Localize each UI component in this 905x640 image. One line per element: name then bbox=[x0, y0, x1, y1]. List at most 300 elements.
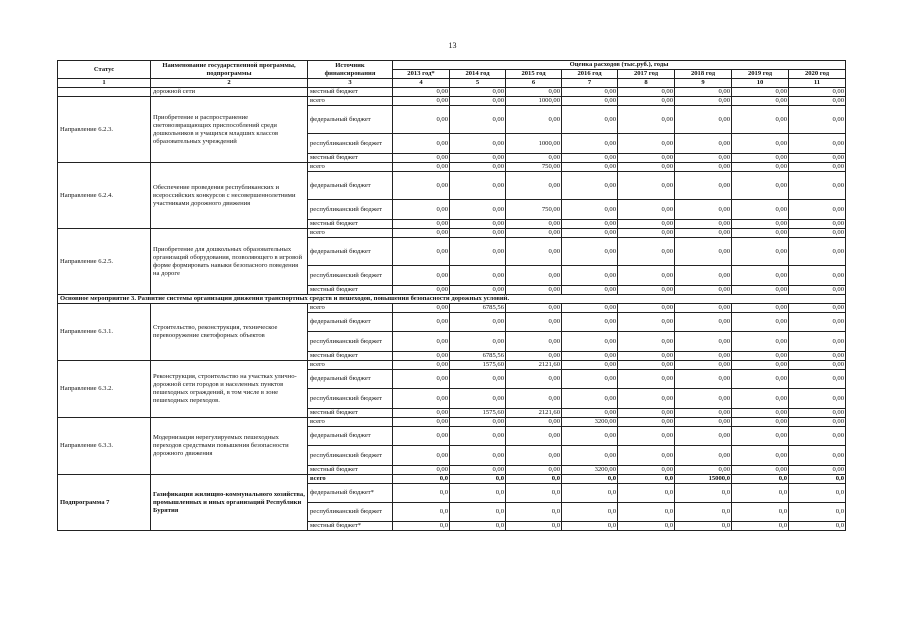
value-cell: 0,00 bbox=[562, 172, 618, 200]
value-cell: 0,00 bbox=[789, 88, 846, 97]
value-cell: 0,00 bbox=[618, 97, 675, 106]
name-cell: Строительство, реконструкция, техническое перевооружение светофорных объектов bbox=[151, 304, 308, 361]
value-cell: 0,00 bbox=[675, 154, 732, 163]
value-cell: 0,00 bbox=[732, 97, 789, 106]
value-cell: 0,00 bbox=[450, 220, 506, 229]
value-cell: 0,00 bbox=[732, 286, 789, 295]
value-cell: 0,00 bbox=[789, 220, 846, 229]
value-cell: 0,00 bbox=[450, 163, 506, 172]
source-cell: федеральный бюджет bbox=[308, 370, 393, 389]
value-cell: 0,00 bbox=[393, 88, 450, 97]
table-header bbox=[58, 61, 846, 88]
value-cell: 0,00 bbox=[675, 266, 732, 286]
value-cell: 0,00 bbox=[393, 106, 450, 134]
value-cell: 0,00 bbox=[732, 88, 789, 97]
value-cell: 0,00 bbox=[675, 286, 732, 295]
value-cell: 0,00 bbox=[675, 238, 732, 266]
value-cell: 0,00 bbox=[618, 427, 675, 446]
value-cell: 0,00 bbox=[675, 220, 732, 229]
value-cell: 0,00 bbox=[506, 446, 562, 466]
value-cell: 6785,56 bbox=[450, 352, 506, 361]
source-cell: местный бюджет* bbox=[308, 522, 393, 531]
value-cell: 0,00 bbox=[789, 446, 846, 466]
value-cell: 0,00 bbox=[732, 163, 789, 172]
source-cell: республиканский бюджет bbox=[308, 200, 393, 220]
header-name: Наименование государственной программы, подпрограммы bbox=[151, 61, 308, 79]
header-year: 2014 год bbox=[450, 70, 506, 79]
value-cell: 0,00 bbox=[618, 418, 675, 427]
status-cell: Направление 6.3.1. bbox=[58, 304, 151, 361]
value-cell: 0,00 bbox=[732, 134, 789, 154]
value-cell: 0,0 bbox=[506, 503, 562, 522]
value-cell: 0,00 bbox=[732, 266, 789, 286]
source-cell: республиканский бюджет bbox=[308, 503, 393, 522]
value-cell: 750,00 bbox=[506, 200, 562, 220]
source-cell: федеральный бюджет bbox=[308, 106, 393, 134]
value-cell: 0,00 bbox=[562, 106, 618, 134]
value-cell: 0,00 bbox=[618, 154, 675, 163]
value-cell: 0,00 bbox=[789, 134, 846, 154]
value-cell: 0,00 bbox=[618, 389, 675, 409]
value-cell: 0,00 bbox=[562, 134, 618, 154]
source-cell: республиканский бюджет bbox=[308, 134, 393, 154]
value-cell: 0,00 bbox=[675, 427, 732, 446]
status-cell: Направление 6.3.2. bbox=[58, 361, 151, 418]
value-cell: 0,0 bbox=[506, 475, 562, 484]
value-cell: 0,00 bbox=[789, 163, 846, 172]
value-cell: 0,00 bbox=[675, 313, 732, 332]
value-cell: 0,00 bbox=[675, 106, 732, 134]
source-cell: местный бюджет bbox=[308, 154, 393, 163]
value-cell: 0,00 bbox=[562, 163, 618, 172]
source-cell: местный бюджет bbox=[308, 352, 393, 361]
value-cell: 0,00 bbox=[450, 229, 506, 238]
value-cell: 0,00 bbox=[562, 220, 618, 229]
value-cell: 0,00 bbox=[506, 389, 562, 409]
header-year: 2019 год bbox=[732, 70, 789, 79]
value-cell: 0,00 bbox=[675, 409, 732, 418]
table-row bbox=[58, 304, 846, 313]
value-cell: 0,00 bbox=[618, 332, 675, 352]
value-cell: 0,00 bbox=[732, 154, 789, 163]
value-cell: 0,00 bbox=[393, 332, 450, 352]
name-cell: Приобретение для дошкольных образовательных организаций оборудования, позволяющего в игровой форме формировать навыки безопасного поведения на дороге bbox=[151, 229, 308, 295]
header-column-index: 7 bbox=[562, 79, 618, 88]
source-cell: местный бюджет bbox=[308, 409, 393, 418]
table-row bbox=[58, 88, 846, 97]
source-cell: всего bbox=[308, 163, 393, 172]
value-cell: 0,0 bbox=[675, 484, 732, 503]
value-cell: 15000,0 bbox=[675, 475, 732, 484]
value-cell: 0,00 bbox=[506, 172, 562, 200]
value-cell: 0,0 bbox=[789, 475, 846, 484]
value-cell: 0,00 bbox=[506, 313, 562, 332]
value-cell: 0,00 bbox=[675, 88, 732, 97]
source-cell: федеральный бюджет bbox=[308, 427, 393, 446]
header-source: Источник финансирования bbox=[308, 61, 393, 79]
source-cell: местный бюджет bbox=[308, 88, 393, 97]
value-cell: 0,00 bbox=[732, 466, 789, 475]
header-year: 2017 год bbox=[618, 70, 675, 79]
value-cell: 0,00 bbox=[732, 370, 789, 389]
table-row bbox=[58, 229, 846, 238]
value-cell: 0,0 bbox=[506, 484, 562, 503]
value-cell: 0,00 bbox=[732, 200, 789, 220]
value-cell: 0,00 bbox=[732, 172, 789, 200]
header-column-index: 4 bbox=[393, 79, 450, 88]
value-cell: 0,0 bbox=[732, 503, 789, 522]
value-cell: 0,00 bbox=[562, 313, 618, 332]
value-cell: 0,0 bbox=[450, 522, 506, 531]
source-cell: федеральный бюджет bbox=[308, 172, 393, 200]
source-cell: всего bbox=[308, 418, 393, 427]
value-cell: 750,00 bbox=[506, 163, 562, 172]
value-cell: 0,00 bbox=[789, 370, 846, 389]
value-cell: 0,00 bbox=[789, 238, 846, 266]
value-cell: 0,0 bbox=[732, 484, 789, 503]
source-cell: всего bbox=[308, 304, 393, 313]
value-cell: 0,0 bbox=[562, 522, 618, 531]
value-cell: 0,00 bbox=[618, 88, 675, 97]
header-estimate: Оценка расходов (тыс.руб.), годы bbox=[393, 61, 846, 70]
value-cell: 0,0 bbox=[618, 475, 675, 484]
source-cell: республиканский бюджет bbox=[308, 389, 393, 409]
value-cell: 0,00 bbox=[732, 332, 789, 352]
value-cell: 0,00 bbox=[618, 352, 675, 361]
value-cell: 0,00 bbox=[618, 409, 675, 418]
value-cell: 0,0 bbox=[393, 522, 450, 531]
value-cell: 0,0 bbox=[450, 503, 506, 522]
value-cell: 0,00 bbox=[789, 304, 846, 313]
page-number: 13 bbox=[448, 41, 457, 50]
value-cell: 0,00 bbox=[506, 418, 562, 427]
value-cell: 0,00 bbox=[506, 370, 562, 389]
value-cell: 0,00 bbox=[618, 200, 675, 220]
value-cell: 0,00 bbox=[789, 466, 846, 475]
name-cell: дорожной сети bbox=[151, 88, 308, 97]
table-body bbox=[58, 88, 846, 531]
value-cell: 0,00 bbox=[450, 200, 506, 220]
header-column-index: 8 bbox=[618, 79, 675, 88]
status-cell bbox=[58, 88, 151, 97]
header-column-index: 3 bbox=[308, 79, 393, 88]
value-cell: 0,00 bbox=[789, 427, 846, 446]
value-cell: 0,00 bbox=[618, 446, 675, 466]
value-cell: 0,00 bbox=[450, 172, 506, 200]
value-cell: 0,00 bbox=[562, 154, 618, 163]
value-cell: 0,00 bbox=[393, 154, 450, 163]
source-cell: федеральный бюджет* bbox=[308, 484, 393, 503]
value-cell: 0,00 bbox=[789, 286, 846, 295]
value-cell: 0,00 bbox=[562, 238, 618, 266]
value-cell: 0,00 bbox=[675, 97, 732, 106]
value-cell: 0,00 bbox=[732, 389, 789, 409]
value-cell: 0,0 bbox=[732, 475, 789, 484]
header-year: 2016 год bbox=[562, 70, 618, 79]
value-cell: 0,00 bbox=[506, 106, 562, 134]
value-cell: 0,00 bbox=[618, 229, 675, 238]
value-cell: 0,00 bbox=[393, 361, 450, 370]
value-cell: 0,00 bbox=[675, 446, 732, 466]
value-cell: 0,00 bbox=[562, 286, 618, 295]
header-year: 2020 год bbox=[789, 70, 846, 79]
value-cell: 0,00 bbox=[675, 466, 732, 475]
value-cell: 0,0 bbox=[393, 503, 450, 522]
value-cell: 0,00 bbox=[450, 238, 506, 266]
value-cell: 0,00 bbox=[393, 304, 450, 313]
value-cell: 2121,60 bbox=[506, 409, 562, 418]
value-cell: 0,00 bbox=[506, 238, 562, 266]
value-cell: 0,00 bbox=[618, 220, 675, 229]
name-cell: Обеспечение проведения республиканских и всероссийских конкурсов с несовершеннолетними участниками дорожного движения bbox=[151, 163, 308, 229]
value-cell: 0,00 bbox=[732, 446, 789, 466]
value-cell: 0,00 bbox=[618, 106, 675, 134]
source-cell: республиканский бюджет bbox=[308, 266, 393, 286]
value-cell: 0,00 bbox=[393, 446, 450, 466]
value-cell: 0,00 bbox=[450, 466, 506, 475]
value-cell: 0,00 bbox=[562, 200, 618, 220]
value-cell: 0,00 bbox=[450, 332, 506, 352]
table-row bbox=[58, 361, 846, 370]
value-cell: 0,00 bbox=[732, 229, 789, 238]
source-cell: федеральный бюджет bbox=[308, 313, 393, 332]
value-cell: 2121,60 bbox=[506, 361, 562, 370]
value-cell: 0,00 bbox=[393, 97, 450, 106]
value-cell: 0,00 bbox=[393, 466, 450, 475]
header-column-index: 2 bbox=[151, 79, 308, 88]
value-cell: 0,0 bbox=[732, 522, 789, 531]
value-cell: 1575,60 bbox=[450, 361, 506, 370]
table-row bbox=[58, 97, 846, 106]
value-cell: 0,00 bbox=[506, 332, 562, 352]
value-cell: 0,00 bbox=[675, 352, 732, 361]
value-cell: 0,00 bbox=[675, 229, 732, 238]
value-cell: 0,00 bbox=[789, 172, 846, 200]
value-cell: 3200,00 bbox=[562, 418, 618, 427]
header-year: 2013 год* bbox=[393, 70, 450, 79]
value-cell: 0,00 bbox=[450, 370, 506, 389]
value-cell: 0,00 bbox=[732, 238, 789, 266]
value-cell: 0,00 bbox=[562, 409, 618, 418]
value-cell: 0,00 bbox=[618, 238, 675, 266]
header-column-index: 1 bbox=[58, 79, 151, 88]
value-cell: 0,00 bbox=[618, 134, 675, 154]
value-cell: 0,00 bbox=[789, 313, 846, 332]
header-column-index: 9 bbox=[675, 79, 732, 88]
value-cell: 0,00 bbox=[562, 352, 618, 361]
value-cell: 0,00 bbox=[562, 427, 618, 446]
source-cell: республиканский бюджет bbox=[308, 446, 393, 466]
value-cell: 0,0 bbox=[789, 484, 846, 503]
value-cell: 0,00 bbox=[789, 200, 846, 220]
name-cell: Приобретение и распространение световозвращающих приспособлений среди дошкольников и учащихся младших классов образовательных учреждений bbox=[151, 97, 308, 163]
value-cell: 0,00 bbox=[618, 361, 675, 370]
value-cell: 0,00 bbox=[450, 88, 506, 97]
value-cell: 0,00 bbox=[675, 370, 732, 389]
source-cell: местный бюджет bbox=[308, 286, 393, 295]
value-cell: 0,00 bbox=[562, 266, 618, 286]
value-cell: 0,00 bbox=[618, 304, 675, 313]
value-cell: 0,00 bbox=[732, 220, 789, 229]
value-cell: 0,00 bbox=[506, 304, 562, 313]
value-cell: 0,00 bbox=[732, 313, 789, 332]
value-cell: 0,00 bbox=[562, 361, 618, 370]
value-cell: 0,0 bbox=[675, 503, 732, 522]
value-cell: 0,0 bbox=[506, 522, 562, 531]
value-cell: 0,0 bbox=[675, 522, 732, 531]
value-cell: 0,0 bbox=[618, 503, 675, 522]
value-cell: 0,00 bbox=[393, 229, 450, 238]
value-cell: 0,00 bbox=[393, 163, 450, 172]
source-cell: местный бюджет bbox=[308, 220, 393, 229]
value-cell: 0,00 bbox=[506, 88, 562, 97]
value-cell: 0,00 bbox=[393, 352, 450, 361]
source-cell: всего bbox=[308, 361, 393, 370]
table-row bbox=[58, 163, 846, 172]
section-title: Основное мероприятие 3. Развитие системы организации движения транспортных средств и пешеходов, повышения безопасности дорожных условий. bbox=[58, 295, 846, 304]
value-cell: 0,00 bbox=[618, 163, 675, 172]
name-cell: Газификация жилищно-коммунального хозяйства, промышленных и иных организаций Республики Бурятия bbox=[151, 475, 308, 531]
value-cell: 0,00 bbox=[732, 361, 789, 370]
name-cell: Реконструкция, строительство на участках улично-дорожной сети городов и населенных пунктов пешеходных ограждений, в том числе в зоне пешеходных переходов. bbox=[151, 361, 308, 418]
value-cell: 0,00 bbox=[789, 409, 846, 418]
value-cell: 0,00 bbox=[562, 88, 618, 97]
value-cell: 0,0 bbox=[450, 475, 506, 484]
value-cell: 0,00 bbox=[393, 418, 450, 427]
value-cell: 0,00 bbox=[618, 466, 675, 475]
value-cell: 0,00 bbox=[450, 286, 506, 295]
value-cell: 0,00 bbox=[789, 361, 846, 370]
value-cell: 0,00 bbox=[506, 266, 562, 286]
source-cell: всего bbox=[308, 475, 393, 484]
value-cell: 0,00 bbox=[789, 389, 846, 409]
value-cell: 0,00 bbox=[393, 238, 450, 266]
value-cell: 0,00 bbox=[789, 154, 846, 163]
value-cell: 0,00 bbox=[675, 389, 732, 409]
source-cell: всего bbox=[308, 229, 393, 238]
table-row bbox=[58, 418, 846, 427]
header-column-index: 6 bbox=[506, 79, 562, 88]
value-cell: 0,0 bbox=[562, 484, 618, 503]
value-cell: 0,00 bbox=[618, 370, 675, 389]
value-cell: 0,00 bbox=[675, 172, 732, 200]
value-cell: 0,00 bbox=[562, 389, 618, 409]
value-cell: 0,00 bbox=[506, 220, 562, 229]
value-cell: 0,00 bbox=[789, 352, 846, 361]
value-cell: 0,00 bbox=[506, 352, 562, 361]
value-cell: 0,00 bbox=[450, 313, 506, 332]
value-cell: 0,00 bbox=[450, 154, 506, 163]
source-cell: всего bbox=[308, 97, 393, 106]
value-cell: 0,00 bbox=[732, 427, 789, 446]
value-cell: 0,00 bbox=[562, 370, 618, 389]
header-status: Статус bbox=[58, 61, 151, 79]
value-cell: 0,00 bbox=[506, 286, 562, 295]
value-cell: 0,00 bbox=[675, 361, 732, 370]
value-cell: 0,00 bbox=[562, 304, 618, 313]
value-cell: 0,00 bbox=[675, 163, 732, 172]
value-cell: 0,00 bbox=[393, 313, 450, 332]
value-cell: 0,00 bbox=[393, 134, 450, 154]
value-cell: 0,00 bbox=[450, 427, 506, 446]
value-cell: 0,00 bbox=[732, 106, 789, 134]
value-cell: 0,00 bbox=[393, 172, 450, 200]
value-cell: 0,0 bbox=[562, 503, 618, 522]
value-cell: 6785,56 bbox=[450, 304, 506, 313]
value-cell: 0,00 bbox=[675, 332, 732, 352]
value-cell: 0,00 bbox=[393, 286, 450, 295]
value-cell: 0,00 bbox=[675, 418, 732, 427]
value-cell: 0,0 bbox=[562, 475, 618, 484]
value-cell: 3200,00 bbox=[562, 466, 618, 475]
header-year: 2015 год bbox=[506, 70, 562, 79]
status-cell: Направление 6.2.3. bbox=[58, 97, 151, 163]
status-cell: Направление 6.3.3. bbox=[58, 418, 151, 475]
value-cell: 1000,00 bbox=[506, 134, 562, 154]
source-cell: местный бюджет bbox=[308, 466, 393, 475]
header-column-index: 10 bbox=[732, 79, 789, 88]
value-cell: 0,00 bbox=[393, 427, 450, 446]
value-cell: 0,0 bbox=[393, 484, 450, 503]
value-cell: 0,00 bbox=[675, 304, 732, 313]
value-cell: 0,00 bbox=[450, 266, 506, 286]
value-cell: 0,00 bbox=[393, 409, 450, 418]
value-cell: 0,00 bbox=[562, 446, 618, 466]
status-cell: Направление 6.2.4. bbox=[58, 163, 151, 229]
value-cell: 0,00 bbox=[675, 134, 732, 154]
value-cell: 1000,00 bbox=[506, 97, 562, 106]
value-cell: 0,00 bbox=[789, 418, 846, 427]
value-cell: 0,00 bbox=[450, 106, 506, 134]
name-cell: Модернизация нерегулируемых пешеходных переходов средствами повышения безопасности дорожного движения bbox=[151, 418, 308, 475]
budget-table bbox=[57, 60, 846, 531]
value-cell: 0,00 bbox=[789, 229, 846, 238]
status-cell: Подпрограмма 7 bbox=[58, 475, 151, 531]
value-cell: 0,00 bbox=[789, 97, 846, 106]
value-cell: 0,00 bbox=[393, 389, 450, 409]
source-cell: республиканский бюджет bbox=[308, 332, 393, 352]
value-cell: 0,00 bbox=[789, 332, 846, 352]
value-cell: 0,00 bbox=[393, 220, 450, 229]
value-cell: 0,0 bbox=[618, 522, 675, 531]
header-year: 2018 год bbox=[675, 70, 732, 79]
status-cell: Направление 6.2.5. bbox=[58, 229, 151, 295]
value-cell: 0,00 bbox=[618, 172, 675, 200]
value-cell: 0,00 bbox=[618, 286, 675, 295]
header-column-index: 11 bbox=[789, 79, 846, 88]
value-cell: 0,0 bbox=[450, 484, 506, 503]
value-cell: 0,0 bbox=[393, 475, 450, 484]
value-cell: 0,0 bbox=[789, 503, 846, 522]
value-cell: 0,00 bbox=[506, 466, 562, 475]
table-row bbox=[58, 475, 846, 484]
value-cell: 0,0 bbox=[618, 484, 675, 503]
value-cell: 0,00 bbox=[732, 409, 789, 418]
section-row bbox=[58, 295, 846, 304]
value-cell: 0,00 bbox=[450, 418, 506, 427]
value-cell: 0,00 bbox=[506, 427, 562, 446]
value-cell: 0,00 bbox=[506, 154, 562, 163]
value-cell: 0,00 bbox=[675, 200, 732, 220]
value-cell: 0,00 bbox=[562, 97, 618, 106]
value-cell: 0,00 bbox=[450, 134, 506, 154]
value-cell: 0,00 bbox=[450, 97, 506, 106]
value-cell: 0,00 bbox=[732, 304, 789, 313]
value-cell: 0,00 bbox=[732, 352, 789, 361]
value-cell: 0,00 bbox=[450, 446, 506, 466]
value-cell: 0,00 bbox=[789, 106, 846, 134]
value-cell: 0,00 bbox=[562, 229, 618, 238]
